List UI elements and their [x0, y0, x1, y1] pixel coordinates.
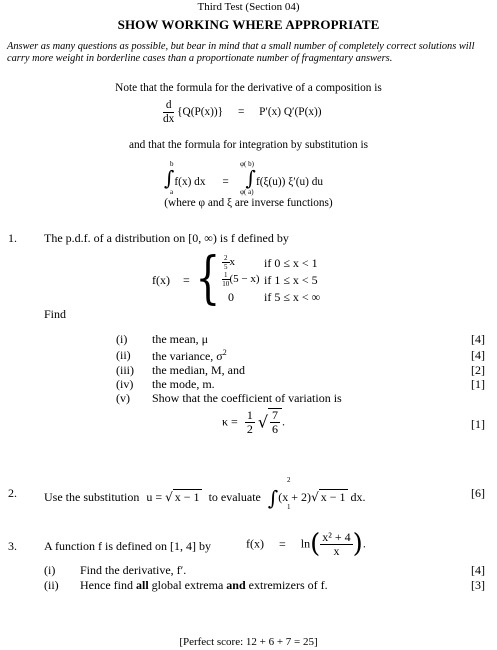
q1-find: Find [44, 307, 67, 321]
q3-part-ii-marks: [3] [471, 578, 485, 592]
integral-sign: ∫ [164, 166, 175, 190]
integral-sign: ∫ [267, 486, 279, 510]
derivative-formula: $\frac{d}{dx}$ {Q(P(x))} = P′(x) Q′(P(x)) [163, 99, 322, 125]
q3-part-i-text: Find the derivative, f′. [80, 563, 187, 577]
q1-part-iv-label: (iv) [116, 377, 134, 391]
q1-part-v-text: Show that the coefficient of variation is [152, 391, 342, 405]
q3-number: 3. [8, 539, 17, 553]
case-3-expr: 0 [228, 290, 234, 304]
case-2-expr: $\frac{1}{10}$ (5 − x) [222, 271, 260, 288]
q1-text: The p.d.f. of a distribution on [0, ∞) is f defined by [44, 231, 289, 245]
q1-part-iv-marks: [1] [471, 377, 485, 391]
q2-number: 2. [8, 486, 17, 500]
q2-marks: [6] [471, 486, 485, 500]
q3-part-i-marks: [4] [471, 563, 485, 577]
q1-number: 1. [8, 231, 17, 245]
instructions: Answer as many questions as possible, but bear in mind that a small number of completely correct solutions will carry more weight in borderline cases than a proportionate number of fragmentary answers. [7, 41, 475, 64]
sqrt-icon: √ [165, 489, 173, 504]
q1-part-ii-label: (ii) [116, 348, 131, 362]
case-3-condition: if 5 ≤ x < ∞ [264, 290, 321, 304]
q3-part-ii-label: (ii) [44, 578, 59, 592]
q3-part-i-label: (i) [44, 563, 56, 577]
q1-part-iii-label: (iii) [116, 363, 134, 377]
integral-formula: ∫f(x) dx = ∫f(ξ(u)) ξ′(u) du [164, 166, 324, 190]
limit-upper-b: b [170, 160, 174, 168]
integral-sign: ∫ [245, 166, 256, 190]
q3-function: f(x) = ln( $\frac{\text{x² + 4}}{x}$ ). [246, 529, 366, 559]
q3-part-ii-text: Hence find all global extrema and extremizers of f. [80, 578, 328, 592]
case-1-expr: $\frac{2}{5}$ x [224, 254, 235, 271]
kappa-formula: κ = $\frac{1}{2}$ √ $\frac{7}{6}$ . [222, 407, 286, 436]
limit-lower-phia: φ( a) [240, 188, 254, 196]
piecewise-brace: { [195, 246, 221, 311]
q2-statement: Use the substitution u = √ x − 1 to evaluate ∫(x + 2)√ x − 1 dx. [44, 486, 366, 510]
page-title: SHOW WORKING WHERE APPROPRIATE [117, 17, 380, 32]
course-header: Third Test (Section 04) [197, 1, 300, 13]
derivative-operator: $\frac{d}{dx}$ [163, 99, 175, 125]
sqrt-icon: √ [257, 412, 269, 432]
q3-text: A function f is defined on [1, 4] by [44, 539, 211, 553]
note-derivative: Note that the formula for the derivative of a composition is [115, 82, 382, 94]
q1-part-iii-marks: [2] [471, 363, 485, 377]
q1-part-ii-text: the variance, $\sigma^2$ [152, 348, 227, 363]
q1-part-ii-marks: [4] [471, 348, 485, 362]
q1-part-i-label: (i) [116, 332, 128, 346]
note-inverse: (where φ and ξ are inverse functions) [164, 197, 333, 209]
q1-part-v-label: (v) [116, 391, 130, 405]
q2-limit-lower: 1 [287, 503, 291, 511]
q1-equals: = [183, 273, 190, 287]
perfect-score: [Perfect score: 12 + 6 + 7 = 25] [179, 636, 318, 648]
sqrt-icon: √ [311, 489, 319, 504]
limit-upper-phib: φ( b) [240, 160, 254, 168]
note-substitution: and that the formula for integration by substitution is [128, 139, 369, 151]
limit-lower-a: a [170, 188, 174, 196]
q1-f-label: f(x) [152, 273, 170, 287]
q2-limit-upper: 2 [287, 476, 291, 484]
q1-part-i-text: the mean, μ [152, 332, 209, 346]
q1-part-v-marks: [1] [471, 417, 485, 431]
case-1-condition: if 0 ≤ x < 1 [264, 256, 318, 270]
q1-part-iv-text: the mode, m. [152, 377, 215, 391]
q1-part-i-marks: [4] [471, 332, 485, 346]
q1-part-iii-text: the median, M, and [152, 363, 245, 377]
case-2-condition: if 1 ≤ x < 5 [264, 273, 318, 287]
